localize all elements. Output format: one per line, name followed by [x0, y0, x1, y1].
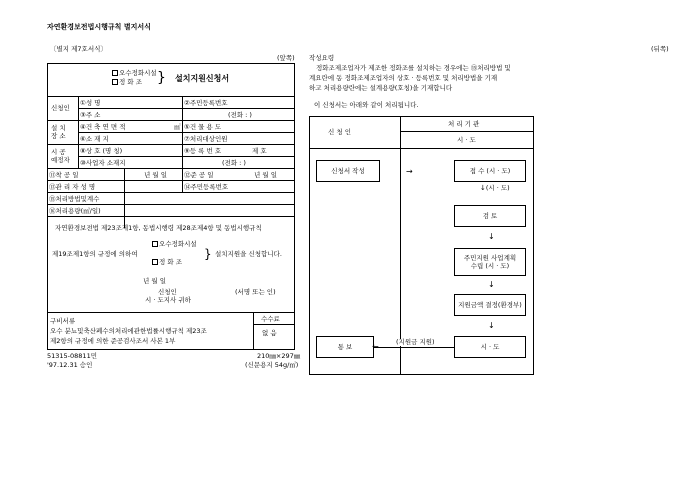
checkbox-icon: [112, 79, 118, 85]
contractor-section-label: 시 공 예정자: [51, 148, 70, 165]
approval-date: '97.12.31 승인: [47, 361, 93, 369]
registration-number-label: ⑨등 록 번 호: [184, 147, 222, 155]
firm-name-label: ⑧상 호 (명 칭): [80, 147, 123, 155]
step-write-application: 신청서 작성: [316, 160, 380, 182]
business-address-label: ⑩사업자 소재지: [80, 159, 126, 167]
population-label: ⑦처리대상인원: [184, 135, 228, 143]
back-page-label: (뒤쪽): [651, 45, 669, 53]
step-notify: 통 보: [316, 336, 374, 358]
step-support-plan: 주민지원 사업계획 수립 (시 · 도): [454, 248, 526, 276]
column-agency: 처 리 기 관: [448, 120, 480, 128]
registration-number-unit: 제 호: [252, 147, 267, 155]
checkbox-icon: [152, 259, 158, 265]
fee-value: 없 음: [262, 329, 277, 337]
column-applicant: 신 청 인: [328, 128, 351, 136]
type-option-septic[interactable]: 정 화 조: [112, 79, 142, 86]
manager-name-label: ⑬관 리 자 성 명: [49, 183, 96, 191]
fee-label: 수수료: [261, 315, 280, 323]
site-section-label: 설 치 장 소: [51, 124, 66, 141]
arrow-down-icon: ↓: [488, 232, 495, 241]
applicant-section-label: 신청인: [51, 104, 70, 112]
checkbox-icon: [152, 241, 158, 247]
column-agency-sub: 시 · 도: [457, 136, 476, 144]
paper-size: 210㎜×297㎜: [257, 352, 301, 360]
checkbox-icon: [112, 70, 118, 76]
treatment-method-label: ⑮처리방법및계수: [49, 195, 100, 203]
arrow-left-icon: ←: [372, 342, 379, 351]
step-review: 검 토: [454, 205, 526, 227]
step-fund-decision: 지원금액 결정(환경부): [454, 294, 526, 316]
manager-resident-number-label: ⑭주민등록번호: [184, 183, 229, 191]
applicant-sign-label: 신청인: [158, 288, 177, 296]
resident-number-label: ②주민등록번호: [184, 99, 228, 107]
applicant-phone-label: (전화 : ): [228, 111, 252, 119]
receive-sub-label: ↓(시 · 도): [480, 184, 510, 192]
arrow-down-icon: ↓: [488, 321, 495, 330]
instructions-line-2: 계요란에 동 정화조제조업자의 상호 · 등록번호 및 처리방법을 기재: [309, 74, 498, 82]
statement-line-1: 자연환경보전법 제23조제1항, 동법시행령 제28조제4항 및 동법시행규칙: [55, 224, 262, 232]
notify-arrow-label: (지원금 지원): [396, 338, 435, 346]
treatment-capacity-label: ⑯처리용량(㎥/일): [49, 207, 101, 215]
instructions-title: 작성요령: [309, 54, 335, 62]
step-province: 시 · 도: [454, 336, 526, 358]
statement-option-septic[interactable]: 정 화 조: [152, 259, 182, 266]
start-date-value: 년 월 일: [144, 171, 167, 179]
required-documents-title: 구비서류: [50, 317, 76, 325]
statement-prefix: 제19조제1항의 규정에 의하여: [52, 250, 138, 258]
document-title: 자연환경보전법시행규칙 별지서식: [47, 23, 151, 31]
form-code: 51315-08811민: [47, 352, 97, 360]
name-label: ①성 명: [80, 99, 101, 107]
addressee: 시 · 도지사 귀하: [145, 296, 191, 304]
type-option-sewage[interactable]: 오수정화시설: [112, 70, 157, 77]
form-heading: 설치지원신청서: [175, 74, 230, 83]
application-date: 년 월 일: [143, 277, 166, 285]
instructions-line-3: 하고 처리용량란에는 설계용량(호칭)을 기재합니다: [309, 84, 453, 92]
required-documents-line-1: 오수 분뇨및축산폐수의처리에관한법률시행규칙 제23조: [50, 327, 207, 335]
completion-date-value: 년 월 일: [254, 171, 277, 179]
paper-type: (신문용지 54g/㎡): [245, 361, 299, 369]
instructions-line-1: 정화조제조업자가 제조한 정화조를 설치하는 경우에는 ⑮처리방법 및: [316, 64, 511, 72]
step-receive: 접 수 (시 · 도): [454, 160, 526, 182]
start-date-label: ⑪착 공 일: [49, 171, 79, 179]
floor-area-unit: ㎡: [174, 123, 181, 131]
front-page-label: (앞쪽): [277, 54, 295, 62]
arrow-down-icon: ↓: [488, 280, 495, 289]
address-label: ③주 소: [80, 111, 101, 119]
floor-area-label: ④건 축 연 면 적: [80, 123, 126, 131]
contractor-phone-label: (전화 : ): [222, 159, 246, 167]
location-label: ⑥소 재 지: [80, 135, 109, 143]
completion-date-label: ⑫준 공 일: [184, 171, 214, 179]
statement-suffix: 설치지원을 신청합니다.: [215, 250, 282, 258]
building-use-label: ⑤건 물 용 도: [184, 123, 222, 131]
process-intro: 이 신청서는 아래와 같이 처리됩니다.: [314, 101, 419, 109]
arrow-right-icon: →: [406, 167, 413, 176]
form-number: 〔별지 제7호서식〕: [50, 45, 107, 53]
statement-option-sewage[interactable]: 오수정화시설: [152, 241, 197, 248]
signature-note: (서명 또는 인): [235, 288, 276, 296]
required-documents-line-2: 제2항의 규정에 의한 준공검사조서 사본 1부: [50, 337, 176, 345]
